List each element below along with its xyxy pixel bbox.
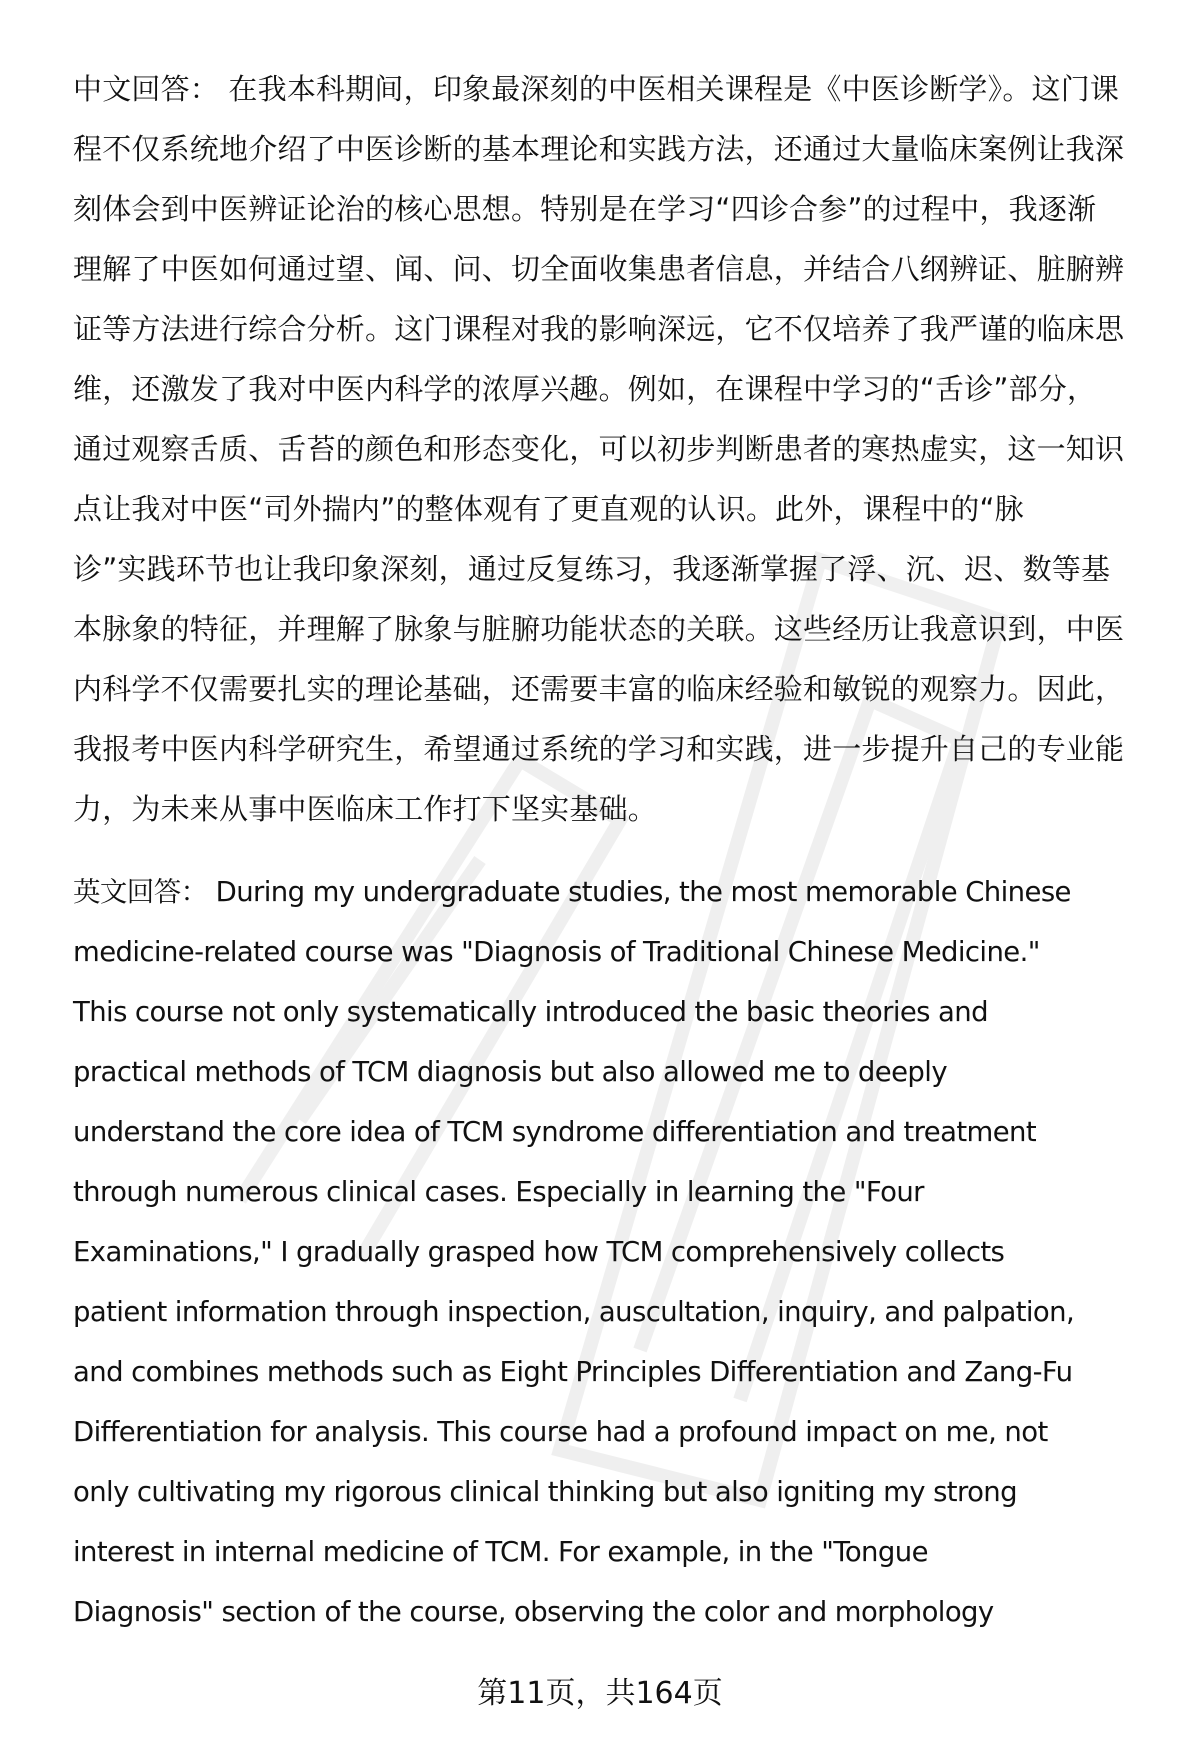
text-line: 刻体会到中医辨证论治的核心思想。特别是在学习“四诊合参”的过程中，我逐渐 [73, 192, 1097, 226]
text-line: interest in internal medicine of TCM. For example, in the "Tongue [73, 1536, 928, 1568]
text-line: medicine-related course was "Diagnosis of Traditional Chinese Medicine." [73, 936, 1040, 968]
text-line: 诊”实践环节也让我印象深刻，通过反复练习，我逐渐掌握了浮、沉、迟、数等基 [73, 552, 1111, 586]
text-line: Examinations," I gradually grasped how TCM comprehensively collects [73, 1236, 1005, 1268]
text-line: only cultivating my rigorous clinical thinking but also igniting my strong [73, 1476, 1017, 1508]
text-line: This course not only systematically introduced the basic theories and [73, 996, 988, 1028]
text-line: 本脉象的特征，并理解了脉象与脏腑功能状态的关联。这些经历让我意识到，中医 [73, 612, 1125, 646]
text-line: 维，还激发了我对中医内科学的浓厚兴趣。例如，在课程中学习的“舌诊”部分， [73, 372, 1097, 406]
text-line: and combines methods such as Eight Principles Differentiation and Zang-Fu [73, 1356, 1073, 1388]
english-answer [73, 862, 1173, 1642]
chinese-answer [73, 59, 1173, 839]
text-line: patient information through inspection, auscultation, inquiry, and palpation, [73, 1296, 1075, 1328]
text-line: 力，为未来从事中医临床工作打下坚实基础。 [73, 792, 658, 826]
text-line: Differentiation for analysis. This course had a profound impact on me, not [73, 1416, 1048, 1448]
text-line: 内科学不仅需要扎实的理论基础，还需要丰富的临床经验和敏锐的观察力。因此， [73, 672, 1125, 706]
text-line: through numerous clinical cases. Especially in learning the "Four [73, 1176, 924, 1208]
text-line: 证等方法进行综合分析。这门课程对我的影响深远，它不仅培养了我严谨的临床思 [73, 312, 1125, 346]
text-line: 我报考中医内科学研究生，希望通过系统的学习和实践，进一步提升自己的专业能 [73, 732, 1125, 766]
text-line: 程不仅系统地介绍了中医诊断的基本理论和实践方法，还通过大量临床案例让我深 [73, 132, 1125, 166]
text-line: practical methods of TCM diagnosis but also allowed me to deeply [73, 1056, 948, 1088]
text-line: understand the core idea of TCM syndrome differentiation and treatment [73, 1116, 1037, 1148]
text-line: 中文回答： 在我本科期间，印象最深刻的中医相关课程是《中医诊断学》。这门课 [73, 72, 1120, 106]
text-line: 点让我对中医“司外揣内”的整体观有了更直观的认识。此外，课程中的“脉 [73, 492, 1024, 526]
text-line: 通过观察舌质、舌苔的颜色和形态变化，可以初步判断患者的寒热虚实，这一知识 [73, 432, 1125, 466]
text-line: 理解了中医如何通过望、闻、问、切全面收集患者信息，并结合八纲辨证、脏腑辨 [73, 252, 1125, 286]
text-line: 英文回答： During my undergraduate studies, the most memorable Chinese [73, 876, 1071, 908]
page-number: 第11页，共164页 [477, 1676, 723, 1711]
text-line: Diagnosis" section of the course, observing the color and morphology [73, 1596, 994, 1628]
